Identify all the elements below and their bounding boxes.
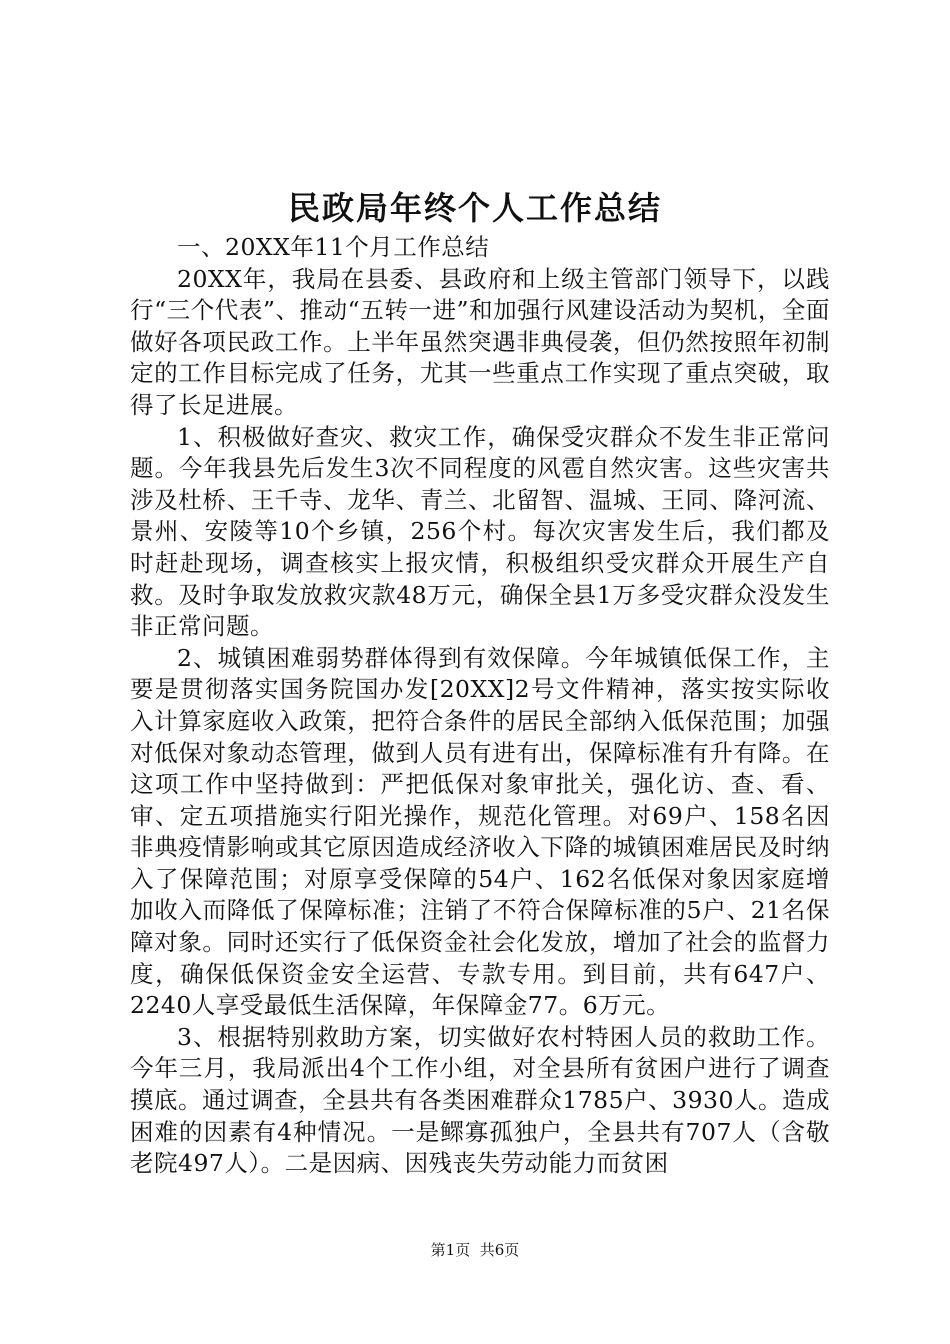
document-title: 民政局年终个人工作总结 bbox=[287, 189, 662, 227]
page-total: 共6页 bbox=[479, 1241, 520, 1259]
paragraph-urban-assistance: 2、城镇困难弱势群体得到有效保障。今年城镇低保工作，主要是贯彻落实国务院国办发[20XX]2号文件精神，落实按实际收入计算家庭收入政策，把符合条件的居民全部纳入低保范围；加强对低保对象动态管理，做到人员有进有出，保障标准有升有降。在这项工作中坚持做到：严把低保对象审批关，强化访、查、看、审、定五项措施实行阳光操作，规范化管理。对69户、158名因非典疫情影响或其它原因造成经济收入下降的城镇困难居民及时纳入了保障范围；对原享受保障的54户、162名低保对象因家庭增加收入而降低了保障标准；注销了不符合保障标准的5户、21名保障对象。同时还实行了低保资金社会化发放，增加了社会的监督力度，确保低保资金安全运营、专款专用。到目前，共有647户、2240人享受最低生活保障，年保障金77。6万元。 bbox=[130, 643, 830, 1020]
document-body bbox=[130, 232, 830, 1180]
paragraph-disaster-relief: 1、积极做好查灾、救灾工作，确保受灾群众不发生非正常问题。今年我县先后发生3次不同程度的风雹自然灾害。这些灾害共涉及杜桥、王千寺、龙华、青兰、北留智、温城、王同、降河流、景州、安陵等10个乡镇，256个村。每次灾害发生后，我们都及时赶赴现场，调查核实上报灾情，积极组织受灾群众开展生产自救。及时争取发放救灾款48万元，确保全县1万多受灾群众没发生非正常问题。 bbox=[130, 422, 830, 641]
page-footer bbox=[0, 1240, 950, 1260]
footer-spacer bbox=[470, 1241, 480, 1259]
page-number: 第1页 bbox=[430, 1241, 471, 1259]
paragraph-rural-assistance: 3、根据特别救助方案，切实做好农村特困人员的救助工作。今年三月，我局派出4个工作小组，对全县所有贫困户进行了调查摸底。通过调查，全县共有各类困难群众1785户、3930人。造成困难的因素有4种情况。一是鳏寡孤独户，全县共有707人（含敬老院497人）。二是因病、因残丧失劳动能力而贫困 bbox=[130, 1022, 830, 1178]
paragraph-intro: 20XX年，我局在县委、县政府和上级主管部门领导下，以践行“三个代表”、推动“五转一进”和加强行风建设活动为契机，全面做好各项民政工作。上半年虽然突遇非典侵袭，但仍然按照年初制定的工作目标完成了任务，尤其一些重点工作实现了重点突破，取得了长足进展。 bbox=[130, 264, 830, 419]
section-heading: 一、20XX年11个月工作总结 bbox=[177, 233, 490, 261]
